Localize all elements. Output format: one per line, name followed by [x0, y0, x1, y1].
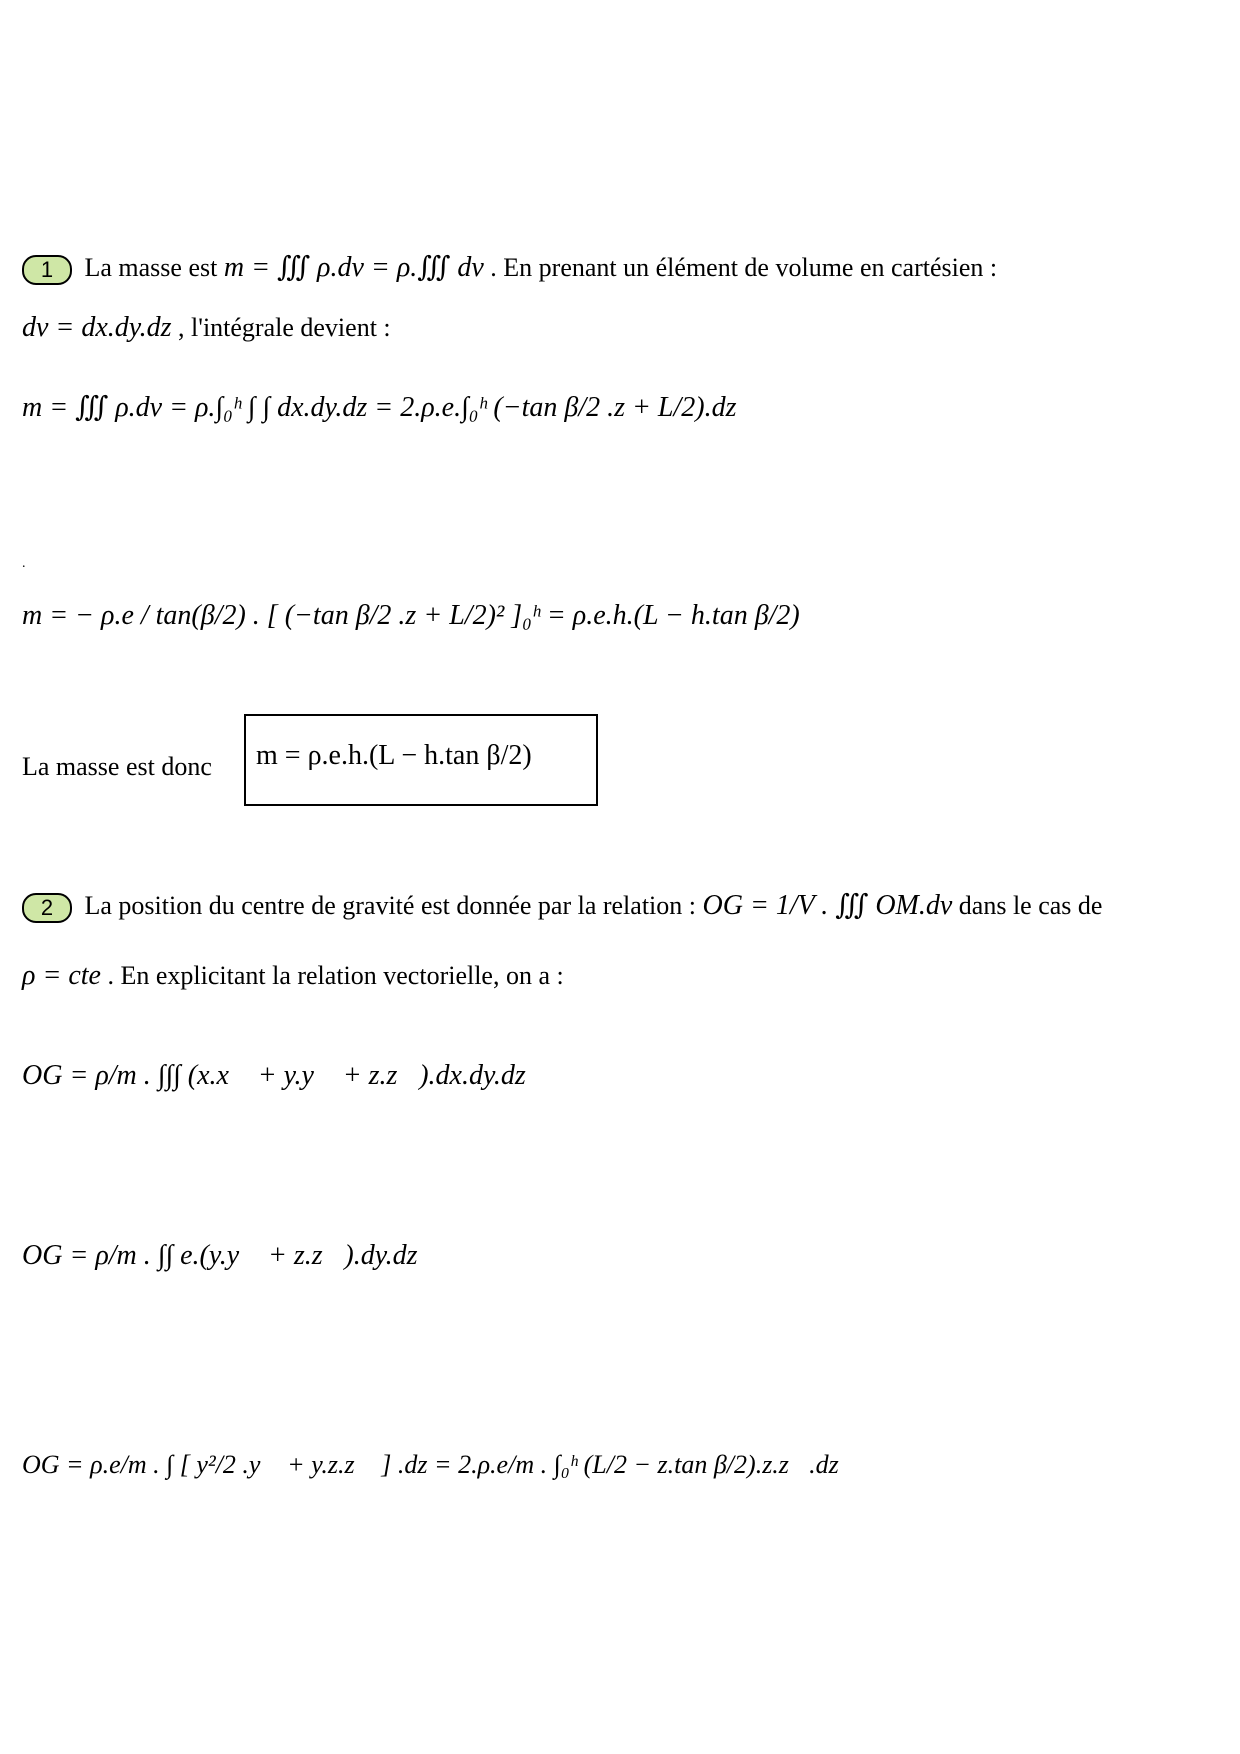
s1-intro-text-a: La masse est: [84, 253, 218, 282]
s2-eq1-text: OG = ρ/m . ∫∫∫ (x.x⃗ + y.y⃗ + z.z⃗).dx.dy.dz: [22, 1060, 526, 1091]
s1-dv-formula: dv = dx.dy.dz: [22, 312, 172, 343]
s2-equation-3: [22, 1450, 839, 1480]
s1-eq1-text: m = ∭ ρ.dv = ρ.∫₀ʰ ∫ ∫ dx.dy.dz = 2.ρ.e.∫₀ʰ (−tan β/2 .z + L/2).dz: [22, 392, 737, 423]
s2-intro-formula: OG = 1/V . ∭ OM.dv: [702, 890, 953, 921]
s1-equation-2: [22, 600, 800, 632]
s2-eq2-text: OG = ρ/m . ∫∫ e.(y.y⃗ + z.z⃗).dy.dz: [22, 1240, 418, 1271]
s1-result-text: La masse est donc: [22, 752, 212, 781]
s2-intro-text-a: La position du centre de gravité est donnée par la relation :: [84, 891, 696, 920]
s1-dot: .: [22, 556, 26, 571]
step-badge-2: 2: [22, 893, 72, 923]
step-badge-1: 1: [22, 255, 72, 285]
section1-dv-line: [22, 312, 391, 344]
s1-intro-formula: m = ∭ ρ.dv = ρ.∭ dv: [223, 252, 484, 283]
s2-equation-1: [22, 1060, 526, 1092]
s1-result-box: [244, 714, 598, 806]
s2-equation-2: [22, 1240, 418, 1272]
s1-eq2-text: m = − ρ.e / tan(β/2) . [ (−tan β/2 .z + L/2)² ]₀ʰ = ρ.e.h.(L − h.tan β/2): [22, 600, 800, 631]
section2-intro: [22, 888, 1102, 923]
s1-result-formula: m = ρ.e.h.(L − h.tan β/2): [256, 740, 532, 771]
s2-rho-text: . En explicitant la relation vectorielle, on a :: [107, 961, 564, 990]
s2-intro-text-b: dans le cas de: [958, 891, 1103, 920]
s2-rho-formula: ρ = cte: [22, 960, 101, 991]
s1-equation-1: [22, 390, 737, 424]
s1-intro-text-b: . En prenant un élément de volume en cartésien :: [490, 253, 998, 282]
section1-intro: [22, 250, 997, 285]
s1-dv-text: , l'intégrale devient :: [178, 313, 391, 342]
s2-eq3-text: OG = ρ.e/m . ∫ [ y²/2 .y⃗ + y.z.z⃗ ] .dz = 2.ρ.e/m . ∫₀ʰ (L/2 − z.tan β/2).z.z⃗.dz: [22, 1450, 839, 1479]
section2-rho-line: [22, 960, 564, 992]
